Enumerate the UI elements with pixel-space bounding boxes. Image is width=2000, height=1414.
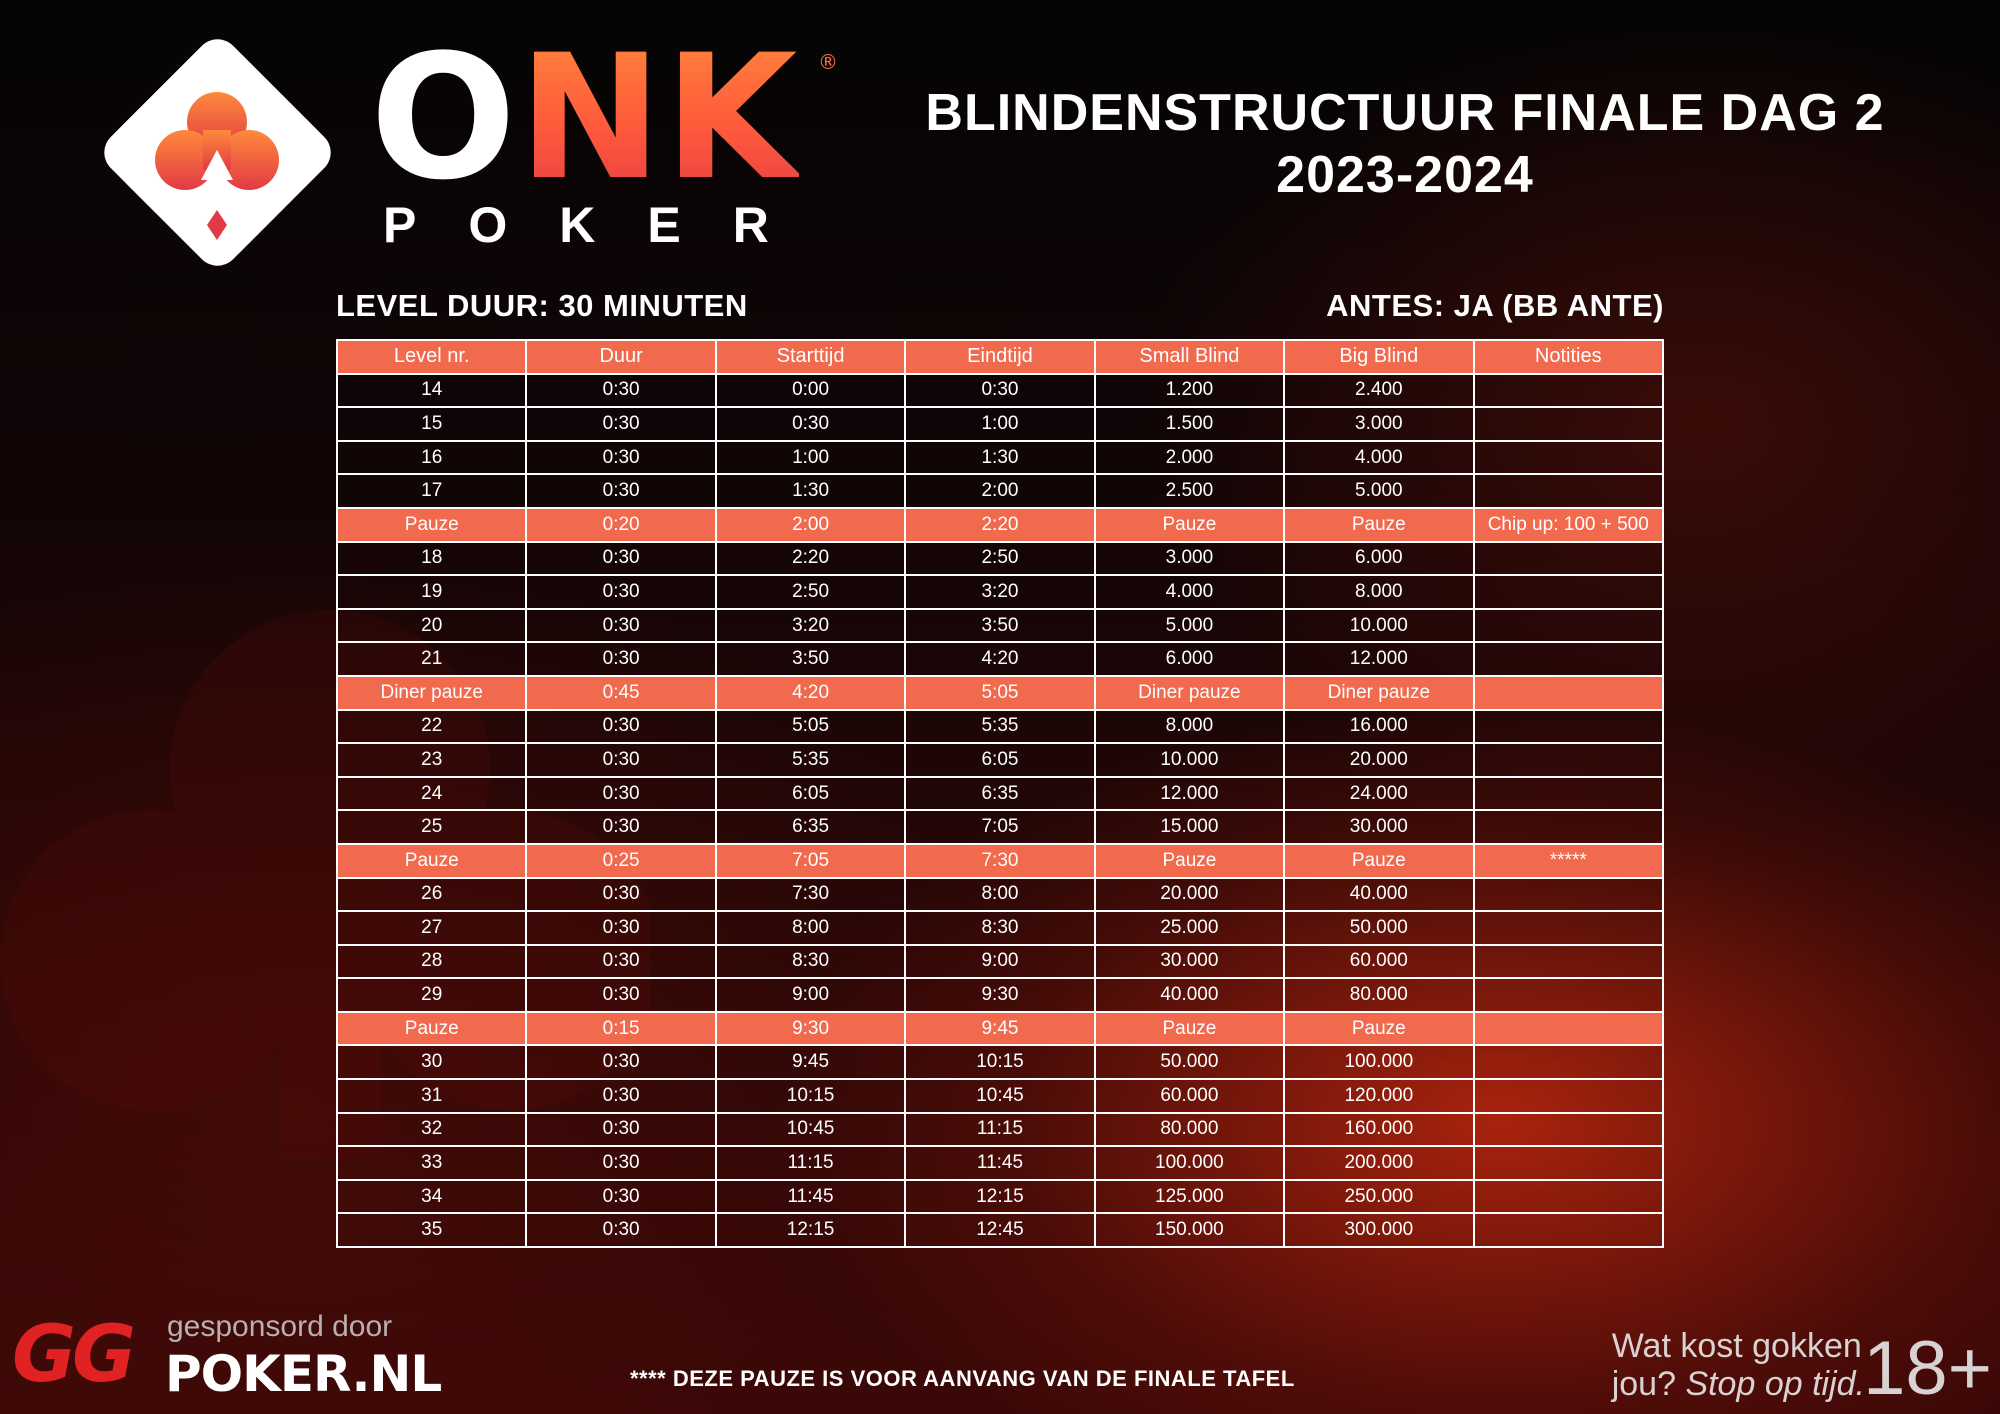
table-cell: 0:30 (526, 710, 715, 744)
table-cell: 50.000 (1095, 1045, 1284, 1079)
table-cell: 11:15 (716, 1146, 905, 1180)
table-body (337, 374, 1663, 1247)
table-cell: 0:30 (716, 407, 905, 441)
table-cell: 10:45 (905, 1079, 1094, 1113)
table-cell (1474, 878, 1663, 912)
table-cell (1474, 1079, 1663, 1113)
table-cell: 27 (337, 911, 526, 945)
table-cell: 6:35 (716, 810, 905, 844)
title-line-1: BLINDENSTRUCTUUR FINALE DAG 2 (925, 84, 1885, 142)
table-cell: 0:45 (526, 676, 715, 710)
table-row (337, 710, 1663, 744)
column-header: Notities (1474, 340, 1663, 374)
table-row (337, 609, 1663, 643)
table-cell: 11:15 (905, 1113, 1094, 1147)
table-cell: 0:30 (526, 1079, 715, 1113)
sponsor-name: POKER.NL (165, 1345, 442, 1403)
table-cell: 250.000 (1284, 1180, 1473, 1214)
table-cell: 5:35 (716, 743, 905, 777)
table-cell (1474, 1113, 1663, 1147)
table-cell: 2:00 (905, 474, 1094, 508)
table-cell: 10:45 (716, 1113, 905, 1147)
table-row (337, 1146, 1663, 1180)
table-cell: Pauze (1095, 508, 1284, 542)
table-cell: 31 (337, 1079, 526, 1113)
table-row (337, 474, 1663, 508)
table-cell: 19 (337, 575, 526, 609)
sponsor-label: gesponsord door (167, 1310, 393, 1343)
table-cell: Pauze (1095, 1012, 1284, 1046)
footer-note: **** DEZE PAUZE IS VOOR AANVANG VAN DE FINALE TAFEL (630, 1366, 1295, 1391)
level-duration: LEVEL DUUR: 30 MINUTEN (336, 288, 748, 323)
pause-row (337, 676, 1663, 710)
gg-logo (12, 1312, 132, 1398)
table-cell: 8:30 (905, 911, 1094, 945)
table-cell: 7:05 (905, 810, 1094, 844)
table-cell: 50.000 (1284, 911, 1473, 945)
table-cell: 3:50 (905, 609, 1094, 643)
table-row (337, 441, 1663, 475)
registered-mark: ® (818, 50, 838, 74)
table-cell: 2:50 (905, 542, 1094, 576)
table-cell: 1.200 (1095, 374, 1284, 408)
brand-poker: POKER (383, 197, 821, 253)
table-cell: 4:20 (905, 642, 1094, 676)
table-cell: 25.000 (1095, 911, 1284, 945)
table-cell: 18 (337, 542, 526, 576)
table-cell (1474, 575, 1663, 609)
table-cell (1474, 642, 1663, 676)
table-row (337, 777, 1663, 811)
table-row (337, 878, 1663, 912)
table-cell: 6:35 (905, 777, 1094, 811)
table-cell: 16 (337, 441, 526, 475)
table-cell: 9:30 (905, 978, 1094, 1012)
table-cell: 5.000 (1095, 609, 1284, 643)
table-cell: 3.000 (1284, 407, 1473, 441)
table-cell: Pauze (337, 508, 526, 542)
column-header: Level nr. (337, 340, 526, 374)
blind-structure-table (336, 339, 1664, 1248)
table-cell: 0:30 (526, 374, 715, 408)
table-cell: 8:00 (716, 911, 905, 945)
table-cell: 24.000 (1284, 777, 1473, 811)
table-cell: 5:05 (905, 676, 1094, 710)
table-cell: 12.000 (1284, 642, 1473, 676)
table-cell: 10:15 (905, 1045, 1094, 1079)
table-cell: 2:20 (716, 542, 905, 576)
table-cell: 17 (337, 474, 526, 508)
column-header: Duur (526, 340, 715, 374)
table-cell: 0:30 (526, 1045, 715, 1079)
table-cell: 29 (337, 978, 526, 1012)
table-cell: 33 (337, 1146, 526, 1180)
page-title (880, 82, 1930, 206)
table-cell: 5:35 (905, 710, 1094, 744)
table-cell: 6:05 (905, 743, 1094, 777)
table-cell (1474, 542, 1663, 576)
table-cell: Chip up: 100 + 500 (1474, 508, 1663, 542)
table-cell: 3:20 (716, 609, 905, 643)
table-cell: 0:30 (526, 810, 715, 844)
table-cell: 1:30 (716, 474, 905, 508)
table-cell (1474, 810, 1663, 844)
table-cell: 12:15 (905, 1180, 1094, 1214)
table-cell: 10.000 (1095, 743, 1284, 777)
table-row (337, 374, 1663, 408)
table-cell: 0:30 (526, 1146, 715, 1180)
table-cell: 8:00 (905, 878, 1094, 912)
table-cell: Pauze (1284, 1012, 1473, 1046)
table-cell (1474, 1213, 1663, 1247)
antes-info: ANTES: JA (BB ANTE) (1326, 288, 1664, 323)
table-cell: 3.000 (1095, 542, 1284, 576)
table-cell: 1.500 (1095, 407, 1284, 441)
pause-row (337, 1012, 1663, 1046)
table-cell: 100.000 (1284, 1045, 1473, 1079)
table-cell: 0:30 (526, 743, 715, 777)
table-cell: 40.000 (1095, 978, 1284, 1012)
table-cell: Pauze (337, 844, 526, 878)
onk-logo-icon (95, 30, 340, 275)
table-cell (1474, 911, 1663, 945)
table-cell: 12:15 (716, 1213, 905, 1247)
table-cell: 25 (337, 810, 526, 844)
table-cell: 125.000 (1095, 1180, 1284, 1214)
table-row (337, 575, 1663, 609)
table-cell: 22 (337, 710, 526, 744)
age-limit: 18+ (1863, 1326, 1992, 1411)
table-cell: Pauze (1284, 508, 1473, 542)
table-cell: 300.000 (1284, 1213, 1473, 1247)
table-cell: 200.000 (1284, 1146, 1473, 1180)
table-cell (1474, 945, 1663, 979)
table-cell: 0:30 (526, 1213, 715, 1247)
table-cell: 0:30 (526, 474, 715, 508)
table-cell: 3:20 (905, 575, 1094, 609)
table-cell: 10.000 (1284, 609, 1473, 643)
table-cell: 5:05 (716, 710, 905, 744)
table-cell: 9:30 (716, 1012, 905, 1046)
table-cell: 20.000 (1095, 878, 1284, 912)
table-cell: 0:30 (526, 1113, 715, 1147)
table-cell: 0:30 (526, 441, 715, 475)
table-cell: Diner pauze (1284, 676, 1473, 710)
table-cell: 30.000 (1095, 945, 1284, 979)
table-cell: 2.000 (1095, 441, 1284, 475)
table-cell: 7:05 (716, 844, 905, 878)
table-cell: 2:50 (716, 575, 905, 609)
table-cell: 0:30 (526, 609, 715, 643)
table-cell: 21 (337, 642, 526, 676)
column-header: Big Blind (1284, 340, 1473, 374)
responsible-gambling-text (1612, 1327, 1865, 1403)
table-cell: 8:30 (716, 945, 905, 979)
table-cell (1474, 609, 1663, 643)
table-cell: 16.000 (1284, 710, 1473, 744)
table-cell: Diner pauze (337, 676, 526, 710)
table-cell: 0:30 (526, 978, 715, 1012)
table-cell: 1:30 (905, 441, 1094, 475)
table-cell: 2.500 (1095, 474, 1284, 508)
brand-wordmark (370, 17, 838, 253)
table-cell (1474, 710, 1663, 744)
table-cell: 30.000 (1284, 810, 1473, 844)
table-cell: 6.000 (1284, 542, 1473, 576)
table-cell: 0:30 (526, 407, 715, 441)
table-cell: 12.000 (1095, 777, 1284, 811)
table-row (337, 642, 1663, 676)
table-cell: 7:30 (905, 844, 1094, 878)
table-cell: 8.000 (1284, 575, 1473, 609)
table-cell: 24 (337, 777, 526, 811)
table-cell (1474, 978, 1663, 1012)
table-cell: 0:30 (526, 945, 715, 979)
table-cell: 6.000 (1095, 642, 1284, 676)
table-cell (1474, 743, 1663, 777)
table-cell: 0:20 (526, 508, 715, 542)
table-cell: 0:30 (526, 1180, 715, 1214)
table-cell (1474, 474, 1663, 508)
table-row (337, 1180, 1663, 1214)
table-cell: 10:15 (716, 1079, 905, 1113)
gamble-line-2: jou? Stop op tijd. (1611, 1365, 1865, 1403)
table-cell: 23 (337, 743, 526, 777)
gamble-line-1: Wat kost gokken (1611, 1327, 1862, 1365)
table-cell (1474, 676, 1663, 710)
table-cell: 4.000 (1095, 575, 1284, 609)
table-cell: 5.000 (1284, 474, 1473, 508)
table-cell: 14 (337, 374, 526, 408)
table-cell: Pauze (337, 1012, 526, 1046)
table-cell: 0:25 (526, 844, 715, 878)
table-cell: 20.000 (1284, 743, 1473, 777)
table-row (337, 1213, 1663, 1247)
table-cell: 1:00 (716, 441, 905, 475)
brand-onk: ONK (370, 17, 800, 218)
table-cell: 35 (337, 1213, 526, 1247)
table-cell: 2:00 (716, 508, 905, 542)
table-cell: 3:50 (716, 642, 905, 676)
table-cell: 26 (337, 878, 526, 912)
table-row (337, 810, 1663, 844)
table-cell: 0:30 (526, 777, 715, 811)
column-header: Eindtijd (905, 340, 1094, 374)
table-cell: 11:45 (716, 1180, 905, 1214)
table-cell: 40.000 (1284, 878, 1473, 912)
table-cell: 7:30 (716, 878, 905, 912)
table-cell: Pauze (1284, 844, 1473, 878)
table-cell: 9:45 (716, 1045, 905, 1079)
table-cell: 9:00 (716, 978, 905, 1012)
column-header: Starttijd (716, 340, 905, 374)
table-row (337, 978, 1663, 1012)
table-cell (1474, 374, 1663, 408)
table-row (337, 407, 1663, 441)
title-line-2: 2023-2024 (1276, 146, 1534, 204)
stop-op-tijd: Stop op tijd. (1685, 1365, 1865, 1403)
table-cell: 8.000 (1095, 710, 1284, 744)
table-cell: 150.000 (1095, 1213, 1284, 1247)
table-cell: 0:30 (526, 575, 715, 609)
table-cell (1474, 1146, 1663, 1180)
table-row (337, 1079, 1663, 1113)
table-cell: 0:15 (526, 1012, 715, 1046)
table-cell: 100.000 (1095, 1146, 1284, 1180)
gg-letters: GG (12, 1310, 133, 1400)
table-cell: 4:20 (716, 676, 905, 710)
table-cell: 60.000 (1095, 1079, 1284, 1113)
table-cell: 32 (337, 1113, 526, 1147)
table-row (337, 1045, 1663, 1079)
table-cell: 9:45 (905, 1012, 1094, 1046)
table-cell: 160.000 (1284, 1113, 1473, 1147)
table-cell (1474, 1180, 1663, 1214)
table-cell: 120.000 (1284, 1079, 1473, 1113)
table-cell (1474, 1045, 1663, 1079)
table-row (337, 1113, 1663, 1147)
table-cell: Pauze (1095, 844, 1284, 878)
table-cell: 30 (337, 1045, 526, 1079)
table-cell: 28 (337, 945, 526, 979)
table-cell: 4.000 (1284, 441, 1473, 475)
table-cell: ***** (1474, 844, 1663, 878)
pause-row (337, 508, 1663, 542)
table-cell: 80.000 (1284, 978, 1473, 1012)
table-cell (1474, 407, 1663, 441)
table-cell: 0:30 (526, 642, 715, 676)
table-cell (1474, 777, 1663, 811)
table-cell: 0:30 (526, 878, 715, 912)
table-cell: 15.000 (1095, 810, 1284, 844)
table-cell: 0:00 (716, 374, 905, 408)
table-row (337, 542, 1663, 576)
column-header: Small Blind (1095, 340, 1284, 374)
table-cell: 0:30 (526, 911, 715, 945)
table-cell: Diner pauze (1095, 676, 1284, 710)
table-cell: 12:45 (905, 1213, 1094, 1247)
table-cell: 2.400 (1284, 374, 1473, 408)
table-cell: 9:00 (905, 945, 1094, 979)
table-cell: 15 (337, 407, 526, 441)
pause-row (337, 844, 1663, 878)
table-cell (1474, 1012, 1663, 1046)
table-cell (1474, 441, 1663, 475)
table-cell: 6:05 (716, 777, 905, 811)
table-header-row (337, 340, 1663, 374)
table-cell: 60.000 (1284, 945, 1473, 979)
table-cell: 80.000 (1095, 1113, 1284, 1147)
table-cell: 2:20 (905, 508, 1094, 542)
table-row (337, 945, 1663, 979)
table-row (337, 743, 1663, 777)
table-cell: 0:30 (905, 374, 1094, 408)
table-cell: 1:00 (905, 407, 1094, 441)
table-row (337, 911, 1663, 945)
table-cell: 11:45 (905, 1146, 1094, 1180)
table-cell: 20 (337, 609, 526, 643)
table-cell: 34 (337, 1180, 526, 1214)
table-cell: 0:30 (526, 542, 715, 576)
